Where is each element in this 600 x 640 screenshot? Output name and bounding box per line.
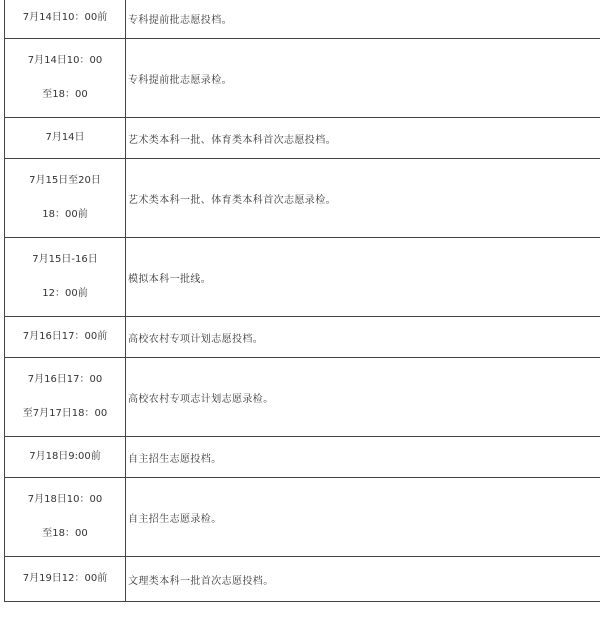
table-row xyxy=(5,478,600,557)
table-row xyxy=(5,159,600,238)
admission-schedule-table xyxy=(4,0,600,602)
table-row xyxy=(5,118,600,159)
time-cell xyxy=(5,159,126,238)
time-line: 12：00前 xyxy=(42,288,88,299)
time-line: 7月19日12：00前 xyxy=(22,573,108,584)
description-cell: 专科提前批志愿录检。 xyxy=(126,39,600,118)
table-row xyxy=(5,358,600,437)
time-line: 7月15日至20日 xyxy=(29,175,101,186)
time-cell xyxy=(5,317,126,358)
time-line: 7月16日17：00 xyxy=(27,374,103,385)
time-cell xyxy=(5,238,126,317)
time-line: 至18：00 xyxy=(42,89,88,100)
table-row xyxy=(5,238,600,317)
description-cell: 艺术类本科一批、体育类本科首次志愿投档。 xyxy=(126,118,600,159)
time-line: 18：00前 xyxy=(42,209,88,220)
table-row xyxy=(5,317,600,358)
time-cell xyxy=(5,39,126,118)
time-line: 7月15日-16日 xyxy=(32,254,98,265)
time-cell xyxy=(5,118,126,159)
table-row xyxy=(5,557,600,602)
time-cell xyxy=(5,358,126,437)
table-row xyxy=(5,39,600,118)
time-cell xyxy=(5,557,126,602)
time-cell xyxy=(5,478,126,557)
description-cell: 高校农村专项计划志愿投档。 xyxy=(126,317,600,358)
time-line: 至7月17日18：00 xyxy=(22,408,108,419)
time-line: 7月18日9:00前 xyxy=(29,451,101,462)
time-cell xyxy=(5,0,126,39)
description-cell: 专科提前批志愿投档。 xyxy=(126,0,600,39)
table-row xyxy=(5,437,600,478)
time-line: 7月18日10：00 xyxy=(27,494,103,505)
time-cell xyxy=(5,437,126,478)
description-cell: 高校农村专项志计划志愿录检。 xyxy=(126,358,600,437)
description-cell: 艺术类本科一批、体育类本科首次志愿录检。 xyxy=(126,159,600,238)
time-line: 7月16日17：00前 xyxy=(22,331,108,342)
time-line: 7月14日10：00 xyxy=(27,55,103,66)
table-row xyxy=(5,0,600,39)
description-cell: 模拟本科一批线。 xyxy=(126,238,600,317)
time-line: 7月14日10：00前 xyxy=(22,12,108,23)
description-cell: 自主招生志愿投档。 xyxy=(126,437,600,478)
description-cell: 文理类本科一批首次志愿投档。 xyxy=(126,557,600,602)
time-line: 至18：00 xyxy=(42,528,88,539)
description-cell: 自主招生志愿录检。 xyxy=(126,478,600,557)
time-line: 7月14日 xyxy=(45,132,85,143)
